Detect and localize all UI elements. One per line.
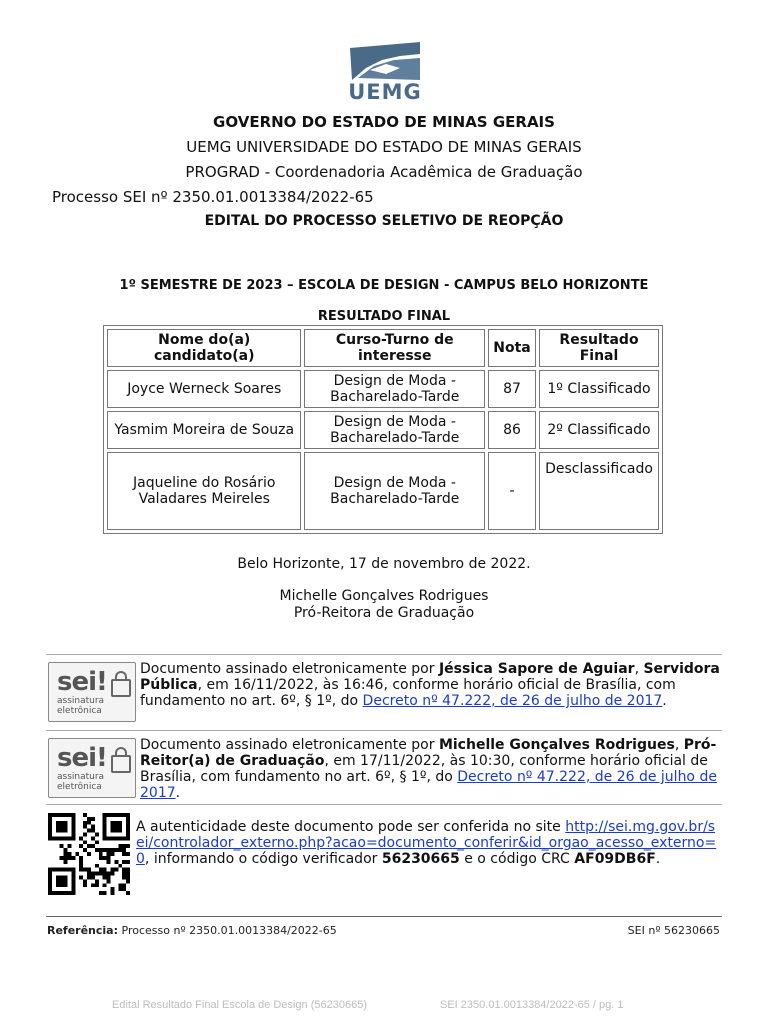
col-header-score: Nota [488,329,536,367]
cell-result: 1º Classificado [539,370,659,408]
signature-block [46,654,722,731]
results-table [103,325,663,534]
table-header-row [107,329,659,367]
page-footer-page: SEI 2350.01.0013384/2022-65 / pg. 1 [440,999,624,1011]
lock-icon [111,679,131,697]
signer-name: Michelle Gonçalves Rodrigues [438,737,675,753]
table-row [107,370,659,408]
col-header-name: Nome do(a) candidato(a) [107,329,301,367]
process-number: Processo SEI nº 2350.01.0013384/2022-65 [52,188,374,206]
cell-score: - [488,452,536,530]
footer-divider [46,916,722,917]
signer-name: Jéssica Sapore de Aguiar [438,661,635,677]
footer-sei-number: SEI nº 56230665 [627,924,720,937]
sei-seal-icon [48,662,136,722]
signatory-name: Michelle Gonçalves Rodrigues [279,588,489,604]
result-title: RESULTADO FINAL [317,309,451,324]
table-row [107,411,659,449]
verification-code: 56230665 [381,851,460,867]
signer-role: Servidora Pública [140,661,720,693]
cell-result: Desclassificado [539,452,659,530]
lock-icon [111,755,131,773]
cell-course: Design de Moda - Bacharelado-Tarde [304,370,485,408]
sei-seal-icon [48,738,136,798]
decree-link[interactable]: Decreto nº 47.222, de 26 de julho de 2017 [362,693,663,709]
cell-course: Design de Moda - Bacharelado-Tarde [304,411,485,449]
crc-code: AF09DB6F [574,851,656,867]
seal-word: sei! [57,743,107,773]
seal-caption: assinatura eletrônica [57,772,105,792]
signature-block [46,730,722,805]
signer-role: Pró-Reitor(a) de Graduação [140,737,717,769]
col-header-result: Resultado Final [539,329,659,367]
cell-result: 2º Classificado [539,411,659,449]
signature-text: Documento assinado eletronicamente por Michelle Gonçalves Rodrigues, Pró-Reitor(a) de Graduação, em 17/11/2022, às 10:30, conforme horário oficial de Brasília, com fundamento no art. 6º, § 1º, do Decreto nº 47.222, de 26 de julho de 2017. [140,737,717,801]
table-row [107,452,659,530]
col-header-course: Curso-Turno de interesse [304,329,485,367]
qr-code-icon [48,813,130,895]
footer-reference: Referência: Processo nº 2350.01.0013384/2022-65 [47,924,337,937]
cell-name: Joyce Werneck Soares [107,370,301,408]
authenticity-text: A autenticidade deste documento pode ser conferida no site http://sei.mg.gov.br/sei/controlador_externo.php?acao=documento_conferir&id_orgao_acesso_externo=0, informando o código verificador 56230665 e o código CRC AF09DB6F. [136,819,717,867]
decree-link[interactable]: Decreto nº 47.222, de 26 de julho de 2017 [140,769,717,801]
page-footer-doc: Edital Resultado Final Escola de Design (56230665) [112,999,367,1011]
university-name: UEMG UNIVERSIDADE DO ESTADO DE MINAS GERAIS [186,138,582,156]
logo-text: UEMG [348,80,422,104]
cell-name: Jaqueline do Rosário Valadares Meireles [107,452,301,530]
government-title: GOVERNO DO ESTADO DE MINAS GERAIS [213,113,555,131]
seal-word: sei! [57,667,107,697]
edital-title: EDITAL DO PROCESSO SELETIVO DE REOPÇÃO [204,213,564,229]
uemg-logo-mark [340,40,430,84]
semester-heading: 1º SEMESTRE DE 2023 – ESCOLA DE DESIGN - CAMPUS BELO HORIZONTE [119,278,649,293]
uemg-logo [340,40,430,106]
cell-course: Design de Moda - Bacharelado-Tarde [304,452,485,530]
cell-score: 86 [488,411,536,449]
seal-caption: assinatura eletrônica [57,696,105,716]
signatory-role: Pró-Reitora de Graduação [293,605,475,621]
cell-score: 87 [488,370,536,408]
place-date: Belo Horizonte, 17 de novembro de 2022. [237,556,531,572]
department-name: PROGRAD - Coordenadoria Acadêmica de Graduação [185,163,583,181]
signature-text: Documento assinado eletronicamente por Jéssica Sapore de Aguiar, Servidora Pública, em 16/11/2022, às 16:46, conforme horário oficial de Brasília, com fundamento no art. 6º, § 1º, do Decreto nº 47.222, de 26 de julho de 2017. [140,661,720,709]
verification-link[interactable]: http://sei.mg.gov.br/sei/controlador_externo.php?acao=documento_conferir&id_orgao_acesso_externo=0 [136,819,717,867]
cell-name: Yasmim Moreira de Souza [107,411,301,449]
